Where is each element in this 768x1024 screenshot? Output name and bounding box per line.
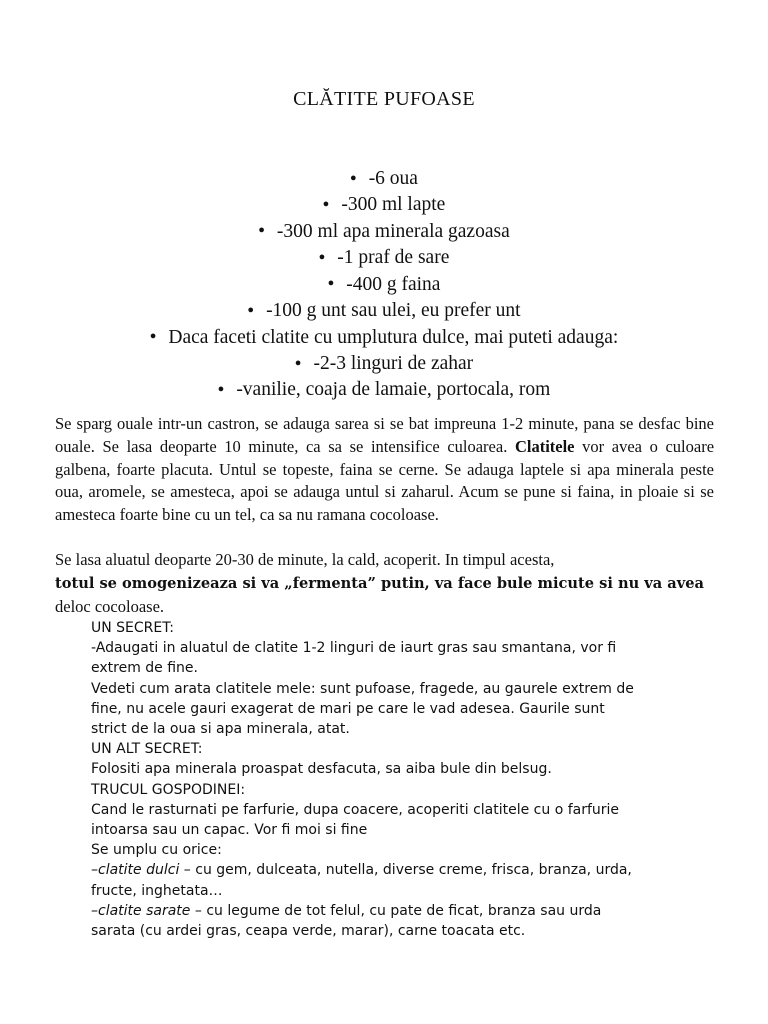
method-paragraph-2: Se lasa aluatul deoparte 20-30 de minute, la cald, acoperit. In timpul acesta, totul se omogenizeaza si va „fermenta” putin, va face bule micute si nu va avea deloc cocoloase. xyxy=(55,550,704,616)
emphasis-fermentation: totul se omogenizeaza si va „fermenta” putin, va face bule micute si nu va avea xyxy=(55,574,704,592)
trick-heading: TRUCUL GOSPODINEI: xyxy=(91,781,246,798)
secret2-heading: UN ALT SECRET: xyxy=(91,741,203,758)
bullet-icon: ● xyxy=(322,198,330,211)
list-item: ● -1 praf de sare xyxy=(0,245,768,271)
recipe-title: CLĂTITE PUFOASE xyxy=(293,88,475,110)
salty-fillings: –clatite sarate – cu legume de tot felul, cu pate de ficat, branza sau urda xyxy=(91,902,602,919)
emphasis-clatitele: Clatitele xyxy=(514,436,575,456)
list-item: ● -400 g faina xyxy=(0,272,768,298)
bullet-icon: ● xyxy=(258,224,265,237)
sweet-fillings: –clatite dulci – cu gem, dulceata, nutella, diverse creme, frisca, branza, urda, xyxy=(91,862,632,879)
list-item: ● -300 ml lapte xyxy=(0,192,768,218)
bullet-icon: ● xyxy=(149,330,157,343)
list-item: ● -300 ml apa minerala gazoasa xyxy=(0,219,768,245)
bullet-icon: ● xyxy=(294,356,302,369)
list-item: ● Daca faceti clatite cu umplutura dulce, mai puteti adauga: xyxy=(0,325,768,351)
method-paragraph-1: Se sparg ouale intr-un castron, se adauga sarea si se bat impreuna 1-2 minute, pana se desfac bine ouale. Se lasa deoparte 10 minute, ca sa se intensifice culoarea. Clatitele vor avea o culoare galbena, foarte placuta. Untul se topeste, faina se cerne. Se adauga laptele si apa minerala peste oua, aromele, se amesteca, apoi se adauga untul si zaharul. Acum se pune si faina, in ploaie si se amesteca foarte bine cu un tel, ca sa nu ramana cocoloase. xyxy=(55,414,715,525)
list-item: ● -6 oua xyxy=(0,166,768,192)
bullet-icon: ● xyxy=(327,277,335,290)
bullet-icon: ● xyxy=(350,171,357,184)
bullet-icon: ● xyxy=(247,303,255,316)
fillings-heading: Se umplu cu orice: xyxy=(91,842,222,859)
list-item: ● -2-3 linguri de zahar xyxy=(0,351,768,377)
secret-heading: UN SECRET: xyxy=(91,620,174,636)
bullet-icon: ● xyxy=(318,250,326,263)
ingredient-list xyxy=(0,166,768,404)
bullet-icon: ● xyxy=(217,383,225,395)
tips-section: UN SECRET: -Adaugati in aluatul de clatite 1-2 linguri de iaurt gras sau smantana, vor fi extrem de fine. Vedeti cum arata clatitele mele: sunt pufoase, fragede, au gaurele extrem de fine, nu acele gauri exagerat de mari pe care le vad adesea. Gaurile sunt strict de la oua si apa minerala, atat. UN ALT SECRET: Folositi apa minerala proaspat desfacuta, sa aiba bule din belsug. TRUCUL GOSPODINEI: Cand le rasturnati pe farfurie, dupa coacere, acoperiti clatitele cu o farfurie intoarsa sau un capac. Vor fi moi si fine Se umplu cu orice: –clatite dulci – cu gem, dulceata, nutella, diverse creme, frisca, branza, urda, fructe, inghetata… –clatite sarate – cu legume de tot felul, cu pate de ficat, branza sau urda sarata (cu ardei gras, ceapa verde, marar), carne toacata etc. xyxy=(91,618,691,941)
list-item: ● -100 g unt sau ulei, eu prefer unt xyxy=(0,298,768,324)
list-item: ● -vanilie, coaja de lamaie, portocala, rom xyxy=(0,377,768,403)
